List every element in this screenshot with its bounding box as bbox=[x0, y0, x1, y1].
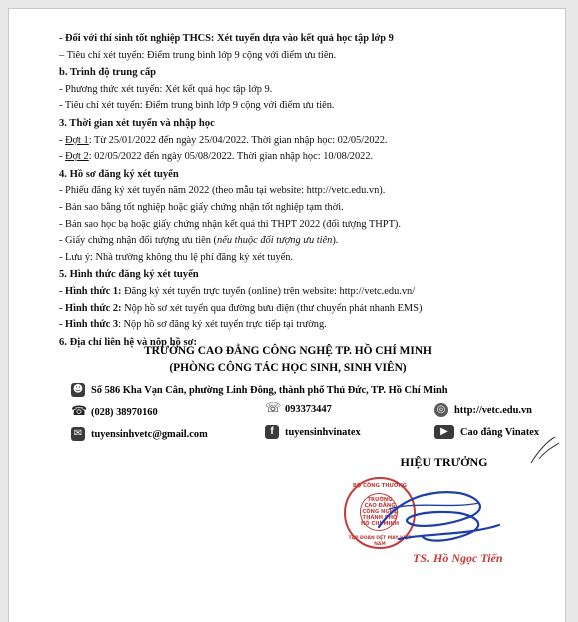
seal-line: CAO ĐẲNG bbox=[364, 503, 396, 509]
tc-method: - Phương thức xét tuyển: Xét kết quả học tập lớp 9. bbox=[59, 83, 273, 95]
web-icon: ◎ bbox=[434, 403, 448, 417]
thcs-heading: - Đối với thí sinh tốt nghiệp THCS: Xét tuyển dựa vào kết quả học tập lớp 9 bbox=[59, 33, 394, 44]
method-3-label: - Hình thức 3 bbox=[59, 319, 119, 331]
thcs-criteria: – Tiêu chí xét tuyển: Điểm trung bình lớp 9 cộng với điểm ưu tiên. bbox=[59, 49, 337, 61]
method-2 bbox=[59, 301, 559, 318]
round-1-text: : Từ 25/01/2022 đến ngày 25/04/2022. Thời gian nhập học: 02/05/2022. bbox=[88, 134, 388, 146]
doc-item: - Bản sao bằng tốt nghiệp hoặc giấy chứng nhận tốt nghiệp tạm thời. bbox=[59, 201, 344, 213]
section-6-heading: 6. Địa chỉ liên hệ và nộp hồ sơ: bbox=[59, 336, 198, 348]
round-2: - Đợt 2: 02/05/2022 đến ngày 05/08/2022. Thời gian nhập học: 10/08/2022. bbox=[59, 151, 374, 163]
doc-item: - Phiếu đăng ký xét tuyển năm 2022 (theo mẫu tại website: http://vetc.edu.vn). bbox=[59, 185, 386, 197]
email-icon: ✉ bbox=[71, 427, 85, 441]
mobile-row bbox=[265, 402, 332, 416]
youtube-icon: ▶ bbox=[434, 425, 454, 439]
phone-icon: ☎ bbox=[71, 404, 88, 419]
section-5-heading: 5. Hình thức đăng ký xét tuyển bbox=[59, 269, 199, 281]
method-3-text: : Nộp hồ sơ đăng ký xét tuyển trực tiếp tại trường. bbox=[118, 319, 327, 331]
facebook-row bbox=[265, 425, 361, 439]
doc-item: - Bản sao học bạ hoặc giấy chứng nhận kết quả thi THPT 2022 (đối tượng THPT). bbox=[59, 218, 401, 230]
method-3 bbox=[59, 317, 559, 334]
seal-line: THÀNH PHỐ bbox=[362, 515, 398, 521]
mobile-icon: ☏ bbox=[265, 401, 282, 416]
address-icon: ☻ bbox=[72, 384, 84, 395]
document-body bbox=[59, 31, 559, 351]
principal-name: TS. Hồ Ngọc Tiến bbox=[413, 551, 503, 565]
principal-title: HIỆU TRƯỞNG bbox=[400, 455, 488, 469]
round-1: - Đợt 1: Từ 25/01/2022 đến ngày 25/04/2022. Thời gian nhập học: 02/05/2022. bbox=[59, 134, 388, 146]
facebook-text: tuyensinhvinatex bbox=[285, 426, 361, 438]
fee-note: - Lưu ý: Nhà trường không thu lệ phí đăng ký xét tuyển. bbox=[59, 251, 294, 263]
school-name: TRƯỜNG CAO ĐẲNG CÔNG NGHỆ TP. HỒ CHÍ MINH bbox=[144, 345, 432, 357]
phone-text: (028) 38970160 bbox=[91, 406, 158, 418]
seal-line: HỒ CHÍ MINH bbox=[360, 521, 400, 527]
method-2-text: Nộp hồ sơ xét tuyển qua đường bưu điện (thư chuyển phát nhanh EMS) bbox=[121, 302, 423, 314]
round-1-label: Đợt 1 bbox=[65, 134, 89, 146]
seal-bottom-text: TẬP ĐOÀN DỆT MAY VIỆT NAM bbox=[348, 536, 412, 547]
web-row bbox=[434, 403, 532, 417]
email-row bbox=[71, 427, 208, 441]
method-1 bbox=[59, 284, 559, 301]
doc-priority-end: ). bbox=[332, 235, 339, 247]
document-page bbox=[8, 8, 566, 622]
address-row bbox=[71, 383, 448, 397]
seal-line: CÔNG NGHỆ bbox=[362, 509, 398, 515]
web-text: http://vetc.edu.vn bbox=[454, 404, 532, 416]
method-2-label: - Hình thức 2: bbox=[59, 302, 122, 314]
office-name: (PHÒNG CÔNG TÁC HỌC SINH, SINH VIÊN) bbox=[169, 362, 407, 374]
email-text: tuyensinhvetc@gmail.com bbox=[91, 428, 208, 440]
doc-priority-text: - Giấy chứng nhận đối tượng ưu tiên ( bbox=[59, 235, 218, 247]
principal-signature bbox=[369, 479, 509, 559]
mobile-text: 093373447 bbox=[285, 403, 332, 415]
method-1-label: - Hình thức 1: bbox=[59, 285, 122, 297]
youtube-row bbox=[434, 425, 539, 439]
doc-priority-italic: nếu thuộc đối tượng ưu tiên bbox=[217, 235, 333, 247]
facebook-icon: f bbox=[265, 425, 279, 439]
section-b-heading: b. Trình độ trung cấp bbox=[59, 67, 157, 79]
doc-priority bbox=[59, 233, 559, 250]
address-text: Số 586 Kha Vạn Cân, phường Linh Đông, thành phố Thủ Đức, TP. Hồ Chí Minh bbox=[91, 384, 448, 396]
round-2-text: : 02/05/2022 đến ngày 05/08/2022. Thời gian nhập học: 10/08/2022. bbox=[88, 151, 374, 163]
method-1-text: Đăng ký xét tuyển trực tuyến (online) trên website: http://vetc.edu.vn/ bbox=[121, 285, 416, 297]
round-2-label: Đợt 2 bbox=[65, 151, 89, 163]
section-3-heading: 3. Thời gian xét tuyển và nhập học bbox=[59, 117, 215, 129]
tc-criteria: - Tiêu chí xét tuyển: Điểm trung bình lớp 9 cộng với điểm ưu tiên. bbox=[59, 100, 335, 112]
corner-signature-mark bbox=[525, 433, 565, 473]
youtube-text: Cao đẳng Vinatex bbox=[460, 426, 540, 438]
seal-top-text: BỘ CÔNG THƯƠNG bbox=[352, 483, 408, 489]
section-4-heading: 4. Hồ sơ đăng ký xét tuyển bbox=[59, 168, 179, 180]
seal-line: TRƯỜNG bbox=[367, 497, 393, 503]
phone-row bbox=[71, 405, 158, 419]
